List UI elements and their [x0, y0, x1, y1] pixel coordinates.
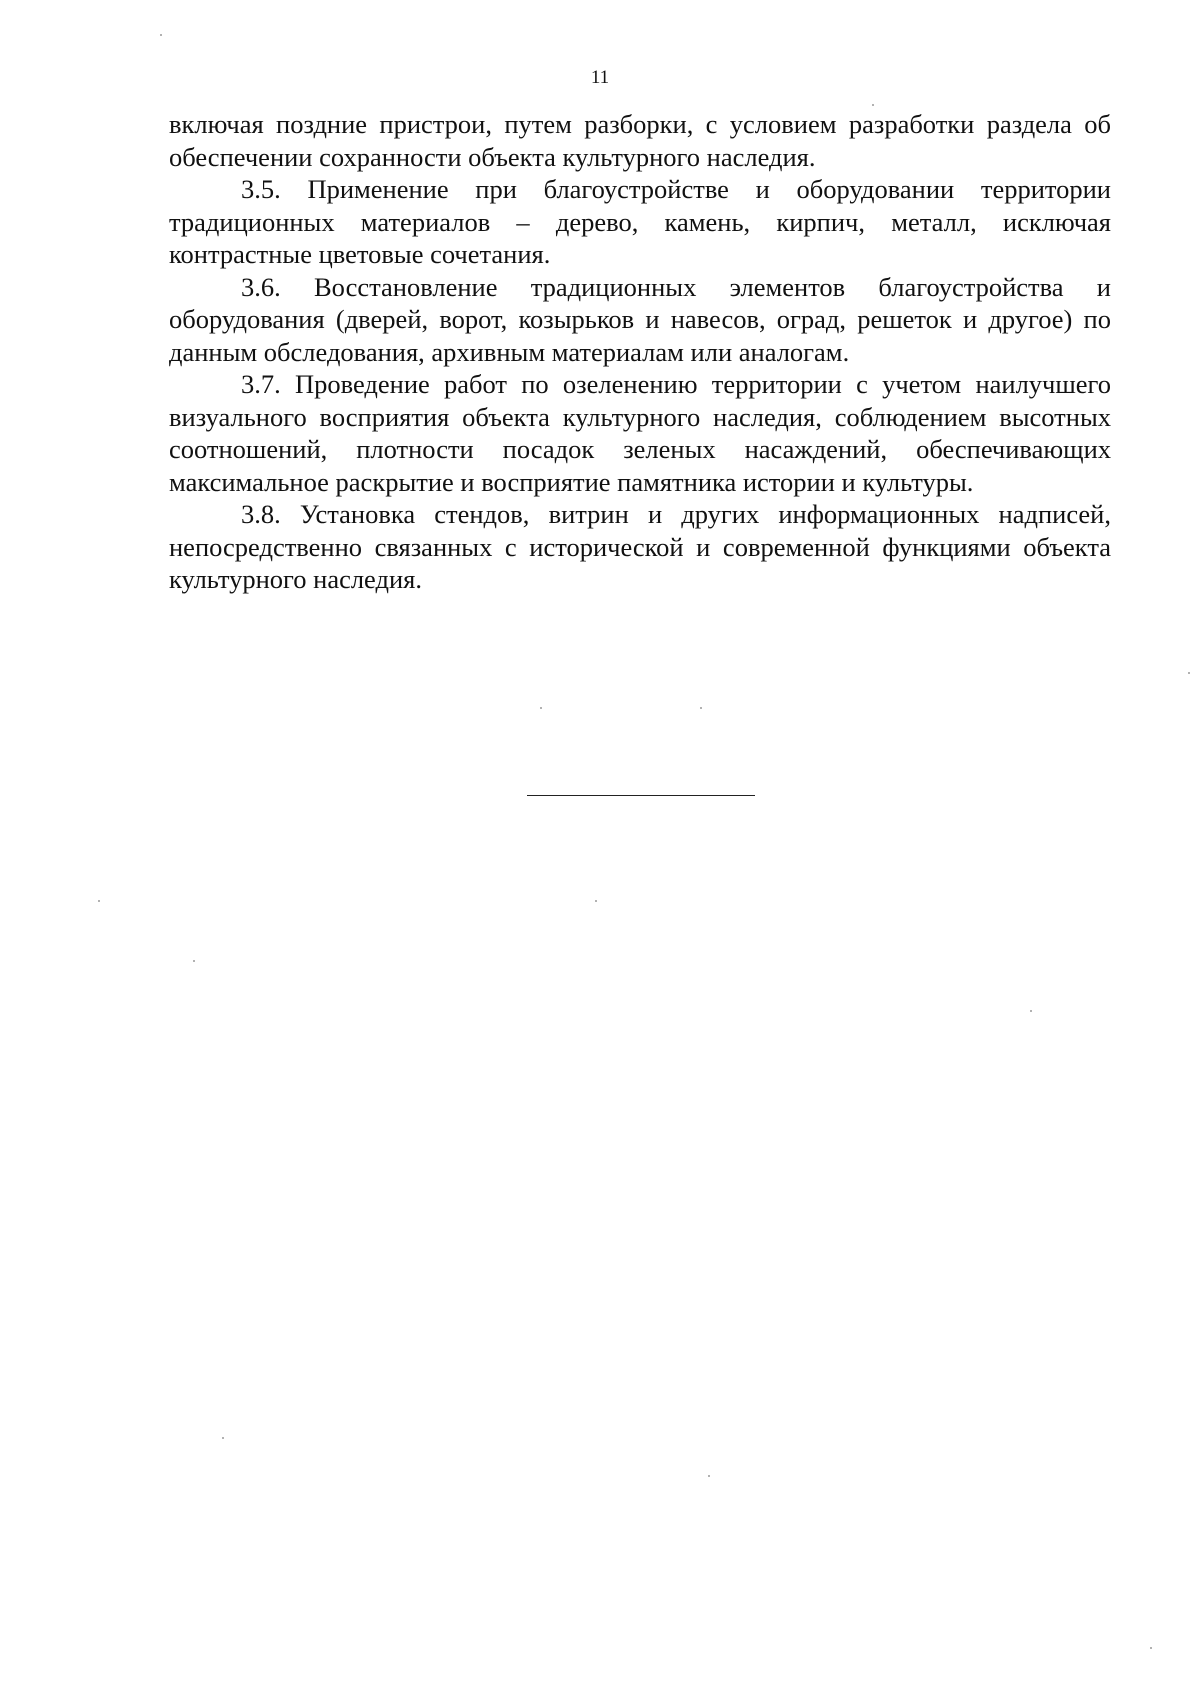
- scan-speck: [540, 707, 542, 709]
- scan-speck: [1030, 1010, 1032, 1012]
- paragraph-item-3-7: 3.7. Проведение работ по озеленению территории с учетом наилучшего визуального восприятия объекта культурного наследия, соблюдением высотных соотношений, плотности посадок зеленых насаждений, обеспечивающих максимальное раскрытие и восприятие памятника истории и культуры.: [169, 369, 1111, 497]
- scan-speck: [193, 960, 195, 962]
- scan-speck: [98, 900, 100, 902]
- paragraph-item-3-5: 3.5. Применение при благоустройстве и оборудовании территории традиционных материалов – дерево, камень, кирпич, металл, исключая контрастные цветовые сочетания.: [169, 174, 1111, 269]
- scan-speck: [222, 1437, 224, 1439]
- scan-speck: [700, 707, 702, 709]
- paragraph-item-3-8: 3.8. Установка стендов, витрин и других информационных надписей, непосредственно связанных с исторической и современной функциями объекта культурного наследия.: [169, 499, 1111, 594]
- paragraph-continuation: включая поздние пристрои, путем разборки, с условием разработки раздела об обеспечении сохранности объекта культурного наследия.: [169, 109, 1111, 172]
- scan-speck: [160, 34, 162, 36]
- end-of-text-rule: [527, 795, 755, 796]
- paragraph-item-3-6: 3.6. Восстановление традиционных элементов благоустройства и оборудования (дверей, ворот, козырьков и навесов, оград, решеток и другое) по данным обследования, архивным материалам или аналогам.: [169, 271, 1111, 367]
- scan-speck: [595, 900, 597, 902]
- scan-speck: [872, 104, 874, 106]
- scan-speck: [1150, 1647, 1152, 1649]
- page-number: 11: [590, 67, 610, 88]
- document-body: [169, 108, 1111, 596]
- scan-speck: [1188, 672, 1190, 674]
- scan-speck: [708, 1475, 710, 1477]
